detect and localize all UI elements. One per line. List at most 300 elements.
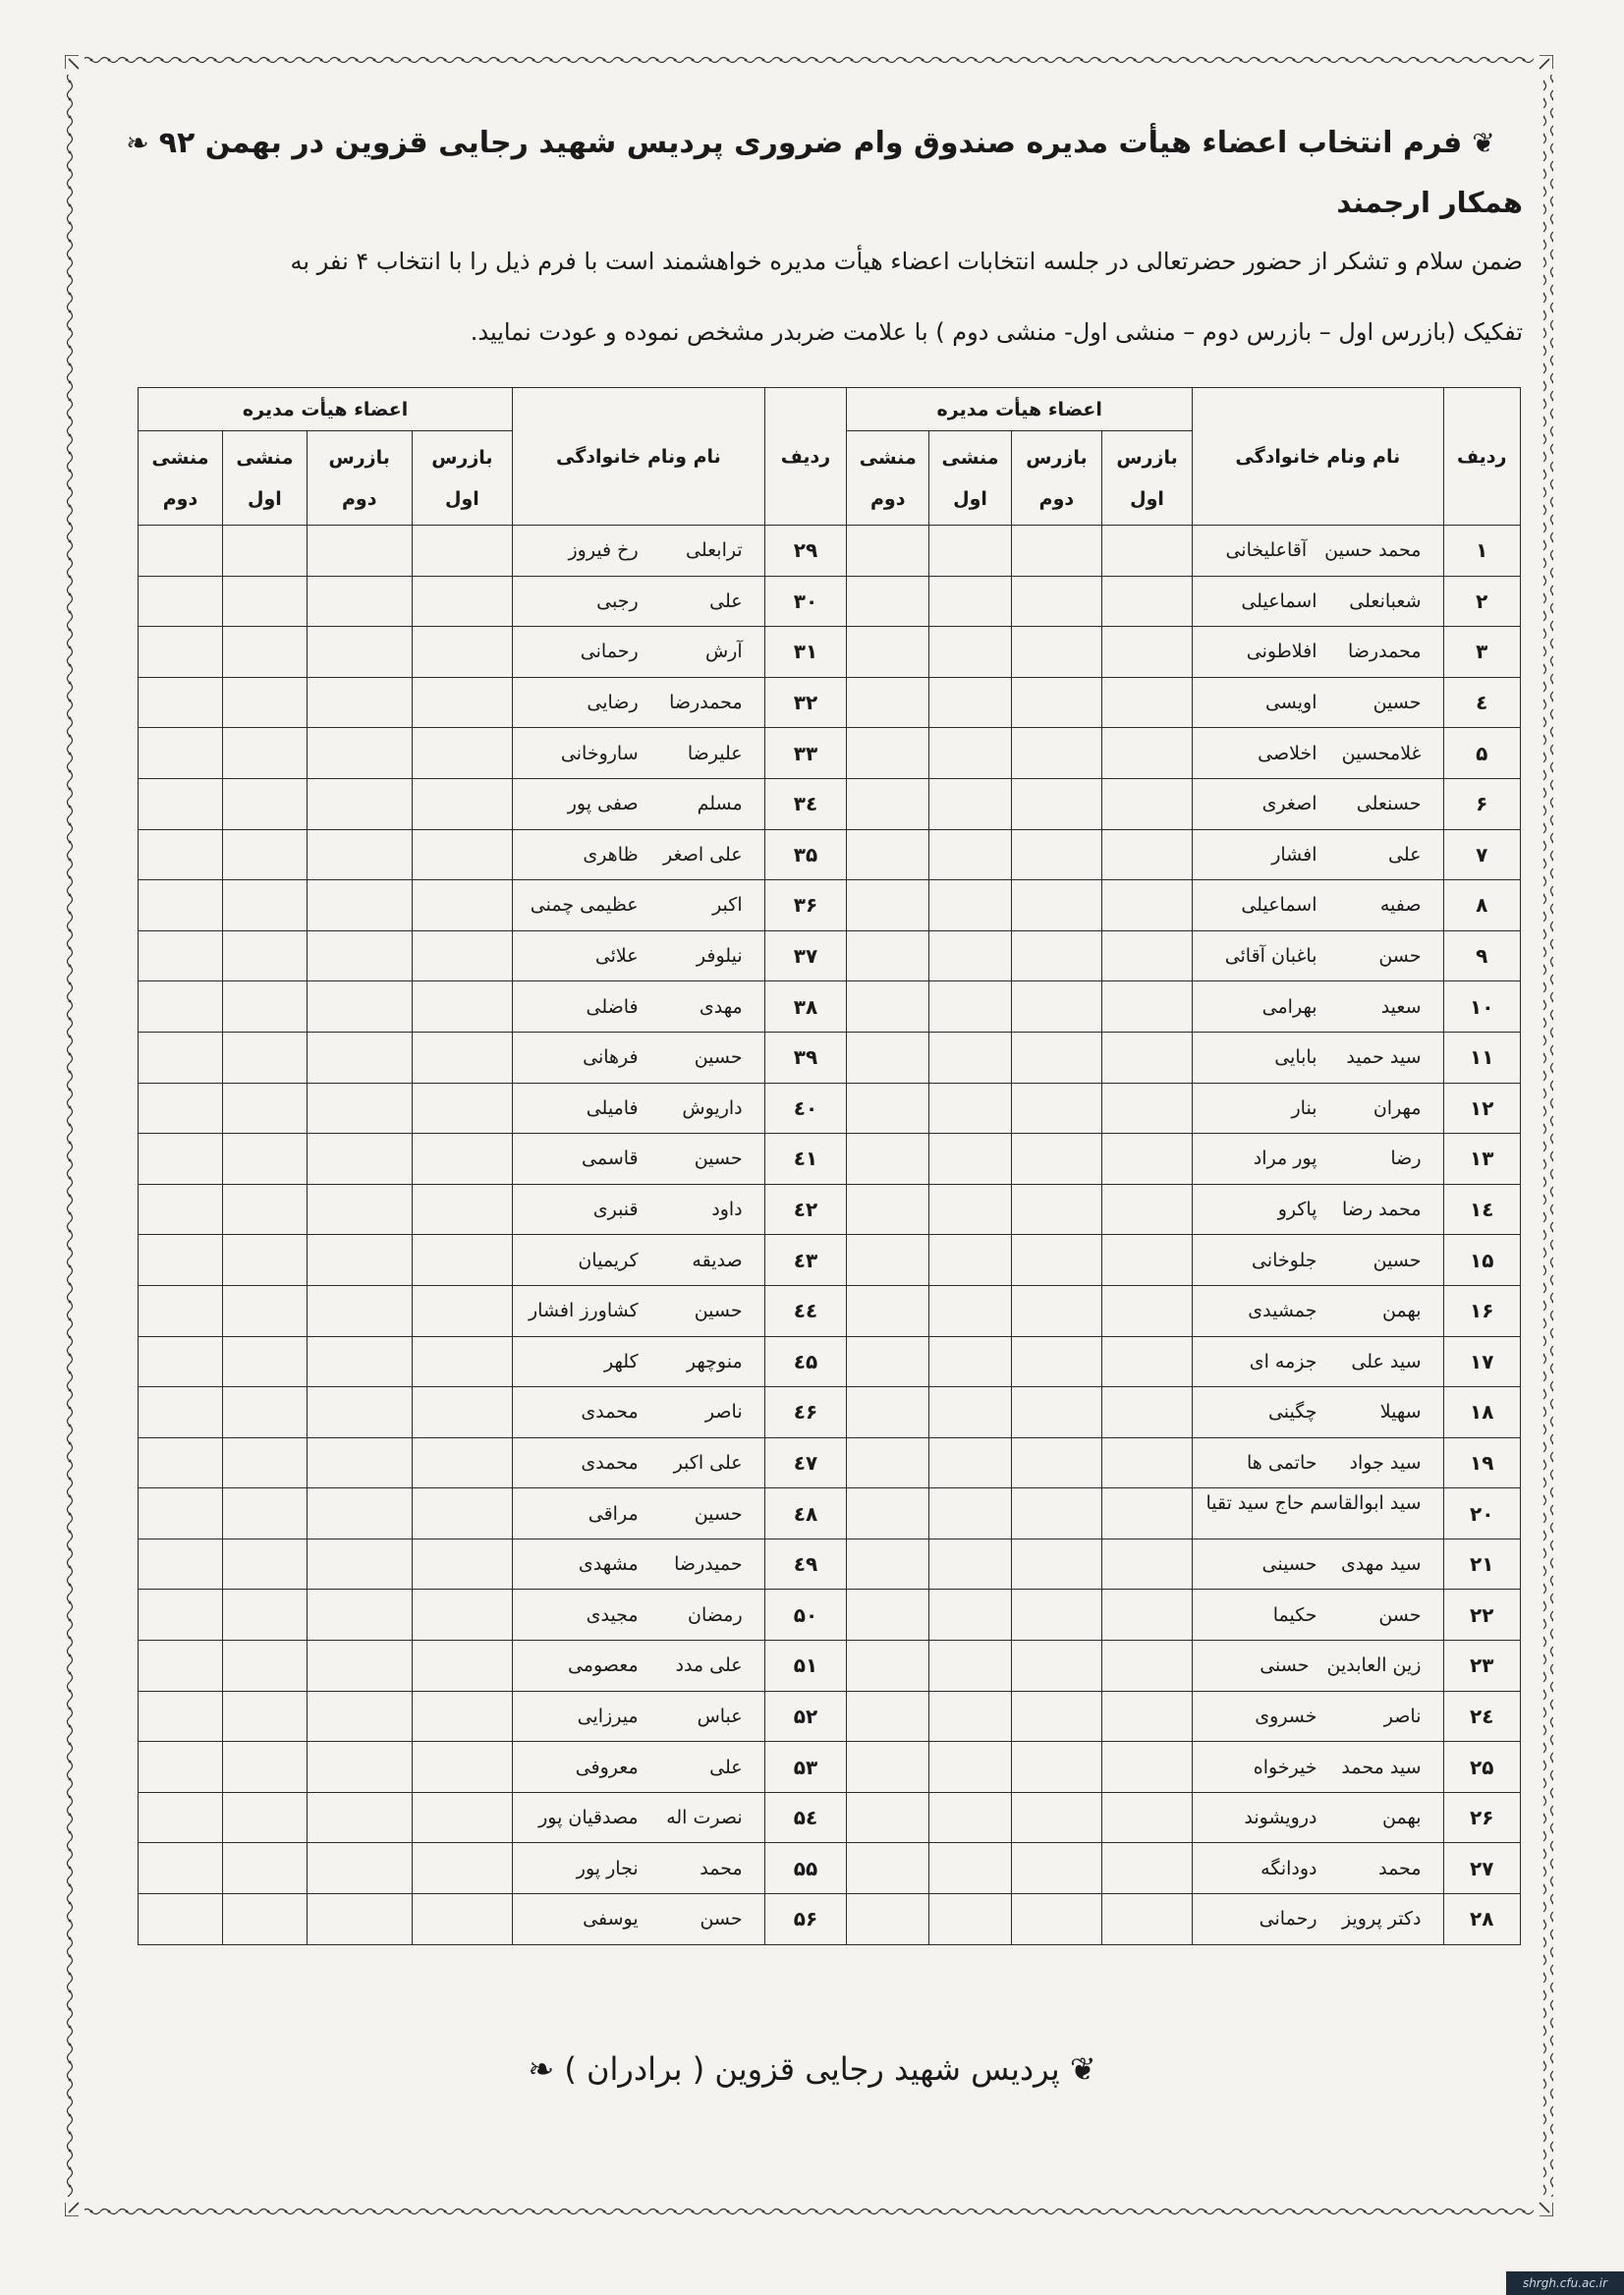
- vote-checkbox-cell[interactable]: [1011, 1134, 1101, 1185]
- vote-checkbox-cell[interactable]: [412, 1894, 513, 1945]
- vote-checkbox-cell[interactable]: [223, 1387, 308, 1438]
- table-row: [139, 1032, 1521, 1083]
- vote-checkbox-cell[interactable]: [1011, 1083, 1101, 1134]
- vote-checkbox-cell[interactable]: [929, 1590, 1012, 1641]
- vote-checkbox-cell[interactable]: [139, 728, 223, 779]
- row-number: ۳۷: [764, 930, 847, 981]
- vote-checkbox-cell[interactable]: [1101, 1590, 1192, 1641]
- vote-checkbox-cell[interactable]: [1101, 1285, 1192, 1336]
- vote-checkbox-cell[interactable]: [1101, 1235, 1192, 1286]
- member-first-name: سهیلا: [1379, 1401, 1422, 1424]
- vote-checkbox-cell[interactable]: [847, 1641, 929, 1692]
- vote-checkbox-cell[interactable]: [307, 1387, 412, 1438]
- vote-checkbox-cell[interactable]: [139, 1184, 223, 1235]
- vote-checkbox-cell[interactable]: [847, 576, 929, 627]
- table-row: [139, 1184, 1521, 1235]
- vote-checkbox-cell[interactable]: [929, 880, 1012, 931]
- vote-checkbox-cell[interactable]: [139, 1843, 223, 1894]
- header-role-line2: دوم: [341, 487, 377, 510]
- vote-checkbox-cell[interactable]: [223, 526, 308, 577]
- row-number: ۱۰: [1443, 981, 1521, 1033]
- header-role-line1: منشی: [236, 446, 294, 469]
- vote-checkbox-cell[interactable]: [307, 1285, 412, 1336]
- member-first-name: سعید: [1380, 995, 1422, 1018]
- vote-checkbox-cell[interactable]: [1011, 1843, 1101, 1894]
- vote-checkbox-cell[interactable]: [412, 1032, 513, 1083]
- vote-checkbox-cell[interactable]: [1101, 1387, 1192, 1438]
- vote-checkbox-cell[interactable]: [307, 778, 412, 829]
- vote-checkbox-cell[interactable]: [412, 1184, 513, 1235]
- vote-checkbox-cell[interactable]: [412, 1285, 513, 1336]
- vote-checkbox-cell[interactable]: [1011, 1539, 1101, 1590]
- vote-checkbox-cell[interactable]: [1101, 1691, 1192, 1742]
- member-name: [513, 1032, 764, 1083]
- vote-checkbox-cell[interactable]: [307, 1437, 412, 1488]
- member-last-name: مصدقیان پور: [538, 1807, 639, 1829]
- table-row: [139, 1894, 1521, 1945]
- member-name: [1193, 728, 1443, 779]
- vote-checkbox-cell[interactable]: [1011, 1590, 1101, 1641]
- vote-checkbox-cell[interactable]: [1101, 1894, 1192, 1945]
- vote-checkbox-cell[interactable]: [139, 627, 223, 678]
- vote-checkbox-cell[interactable]: [139, 1285, 223, 1336]
- vote-checkbox-cell[interactable]: [139, 1691, 223, 1742]
- vote-checkbox-cell[interactable]: [1011, 1184, 1101, 1235]
- vote-checkbox-cell[interactable]: [139, 1437, 223, 1488]
- vote-checkbox-cell[interactable]: [847, 1336, 929, 1387]
- vote-checkbox-cell[interactable]: [929, 1539, 1012, 1590]
- member-first-name: حسین: [694, 1300, 743, 1322]
- vote-checkbox-cell[interactable]: [307, 1032, 412, 1083]
- vote-checkbox-cell[interactable]: [847, 1742, 929, 1793]
- vote-checkbox-cell[interactable]: [1101, 981, 1192, 1033]
- vote-checkbox-cell[interactable]: [223, 1792, 308, 1843]
- vote-checkbox-cell[interactable]: [139, 1641, 223, 1692]
- vote-checkbox-cell[interactable]: [223, 1083, 308, 1134]
- member-last-name: رضایی: [587, 692, 639, 714]
- row-number: ٤: [1443, 677, 1521, 728]
- member-name: [1193, 1894, 1443, 1945]
- vote-checkbox-cell[interactable]: [1011, 1894, 1101, 1945]
- vote-checkbox-cell[interactable]: [139, 526, 223, 577]
- vote-checkbox-cell[interactable]: [1101, 930, 1192, 981]
- vote-checkbox-cell[interactable]: [412, 1641, 513, 1692]
- vote-checkbox-cell[interactable]: [412, 930, 513, 981]
- vote-checkbox-cell[interactable]: [847, 1437, 929, 1488]
- vote-checkbox-cell[interactable]: [307, 526, 412, 577]
- header-role-0-0: [1101, 431, 1192, 526]
- vote-checkbox-cell[interactable]: [412, 1792, 513, 1843]
- member-last-name: خیرخواه: [1253, 1756, 1317, 1778]
- member-first-name: نصرت اله: [666, 1807, 743, 1829]
- vote-checkbox-cell[interactable]: [847, 1285, 929, 1336]
- member-last-name: بهرامی: [1261, 995, 1317, 1018]
- row-number: ٤۱: [764, 1134, 847, 1185]
- vote-checkbox-cell[interactable]: [1101, 1641, 1192, 1692]
- member-name: [513, 1843, 764, 1894]
- vote-checkbox-cell[interactable]: [847, 930, 929, 981]
- vote-checkbox-cell[interactable]: [929, 1641, 1012, 1692]
- row-number: ٤۸: [764, 1488, 847, 1539]
- vote-checkbox-cell[interactable]: [929, 627, 1012, 678]
- vote-checkbox-cell[interactable]: [139, 1894, 223, 1945]
- vote-checkbox-cell[interactable]: [847, 778, 929, 829]
- vote-checkbox-cell[interactable]: [929, 728, 1012, 779]
- vote-checkbox-cell[interactable]: [412, 677, 513, 728]
- member-first-name: زین العابدین: [1326, 1654, 1422, 1677]
- vote-checkbox-cell[interactable]: [847, 1235, 929, 1286]
- vote-checkbox-cell[interactable]: [1101, 728, 1192, 779]
- vote-checkbox-cell[interactable]: [1101, 1184, 1192, 1235]
- row-number: ٤٤: [764, 1285, 847, 1336]
- header-role-1-1: [307, 431, 412, 526]
- member-first-name: حسین: [694, 1046, 743, 1069]
- member-name: [513, 778, 764, 829]
- vote-checkbox-cell[interactable]: [307, 1235, 412, 1286]
- vote-checkbox-cell[interactable]: [412, 1437, 513, 1488]
- vote-checkbox-cell[interactable]: [1011, 778, 1101, 829]
- vote-checkbox-cell[interactable]: [223, 1134, 308, 1185]
- vote-checkbox-cell[interactable]: [223, 930, 308, 981]
- vote-checkbox-cell[interactable]: [847, 1083, 929, 1134]
- vote-checkbox-cell[interactable]: [847, 1539, 929, 1590]
- vote-checkbox-cell[interactable]: [1011, 930, 1101, 981]
- vote-checkbox-cell[interactable]: [1101, 1083, 1192, 1134]
- member-last-name: صفی پور: [567, 793, 639, 815]
- header-role-line1: منشی: [151, 446, 209, 469]
- vote-checkbox-cell[interactable]: [847, 1792, 929, 1843]
- vote-checkbox-cell[interactable]: [223, 1742, 308, 1793]
- vote-checkbox-cell[interactable]: [307, 1083, 412, 1134]
- member-last-name: فامیلی: [586, 1096, 639, 1119]
- vote-checkbox-cell[interactable]: [139, 1590, 223, 1641]
- ornament-icon: ❦: [1472, 127, 1495, 159]
- vote-checkbox-cell[interactable]: [847, 1590, 929, 1641]
- vote-checkbox-cell[interactable]: [223, 1590, 308, 1641]
- vote-checkbox-cell[interactable]: [929, 677, 1012, 728]
- vote-checkbox-cell[interactable]: [847, 1894, 929, 1945]
- vote-checkbox-cell[interactable]: [307, 1742, 412, 1793]
- member-name: [513, 1641, 764, 1692]
- vote-checkbox-cell[interactable]: [307, 1488, 412, 1539]
- vote-checkbox-cell[interactable]: [412, 576, 513, 627]
- vote-checkbox-cell[interactable]: [1011, 829, 1101, 880]
- vote-checkbox-cell[interactable]: [223, 1539, 308, 1590]
- row-number: ۱۹: [1443, 1437, 1521, 1488]
- vote-checkbox-cell[interactable]: [307, 1691, 412, 1742]
- vote-checkbox-cell[interactable]: [1101, 1488, 1192, 1539]
- vote-checkbox-cell[interactable]: [1101, 1742, 1192, 1793]
- vote-checkbox-cell[interactable]: [929, 981, 1012, 1033]
- member-name: [513, 576, 764, 627]
- vote-checkbox-cell[interactable]: [223, 1843, 308, 1894]
- member-last-name: حاتمی ها: [1247, 1451, 1317, 1474]
- vote-checkbox-cell[interactable]: [929, 1134, 1012, 1185]
- vote-checkbox-cell[interactable]: [929, 1083, 1012, 1134]
- vote-checkbox-cell[interactable]: [412, 880, 513, 931]
- vote-checkbox-cell[interactable]: [929, 1387, 1012, 1438]
- vote-checkbox-cell[interactable]: [412, 1590, 513, 1641]
- member-first-name: محمد: [1378, 1857, 1422, 1879]
- vote-checkbox-cell[interactable]: [1011, 526, 1101, 577]
- vote-checkbox-cell[interactable]: [929, 778, 1012, 829]
- member-first-name: علی: [709, 1756, 743, 1778]
- vote-checkbox-cell[interactable]: [412, 1691, 513, 1742]
- table-row: [139, 1539, 1521, 1590]
- row-number: ۵۱: [764, 1641, 847, 1692]
- vote-checkbox-cell[interactable]: [412, 1083, 513, 1134]
- vote-checkbox-cell[interactable]: [1011, 1792, 1101, 1843]
- member-first-name: اکبر: [712, 894, 743, 917]
- vote-checkbox-cell[interactable]: [929, 1843, 1012, 1894]
- vote-checkbox-cell[interactable]: [223, 829, 308, 880]
- header-role-line1: بازرس: [1026, 446, 1088, 469]
- vote-checkbox-cell[interactable]: [223, 1184, 308, 1235]
- member-last-name: درویشوند: [1244, 1807, 1317, 1829]
- row-number: ۸: [1443, 880, 1521, 931]
- vote-checkbox-cell[interactable]: [929, 829, 1012, 880]
- vote-checkbox-cell[interactable]: [1101, 1437, 1192, 1488]
- vote-checkbox-cell[interactable]: [1011, 1235, 1101, 1286]
- vote-checkbox-cell[interactable]: [223, 1032, 308, 1083]
- member-last-name: افلاطونی: [1246, 641, 1317, 663]
- vote-checkbox-cell[interactable]: [139, 1387, 223, 1438]
- vote-checkbox-cell[interactable]: [1101, 526, 1192, 577]
- vote-checkbox-cell[interactable]: [307, 1336, 412, 1387]
- member-last-name: رحمانی: [580, 641, 639, 663]
- vote-checkbox-cell[interactable]: [847, 677, 929, 728]
- vote-checkbox-cell[interactable]: [1101, 677, 1192, 728]
- vote-checkbox-cell[interactable]: [307, 1134, 412, 1185]
- vote-checkbox-cell[interactable]: [139, 1539, 223, 1590]
- vote-checkbox-cell[interactable]: [412, 1387, 513, 1438]
- vote-checkbox-cell[interactable]: [223, 880, 308, 931]
- vote-checkbox-cell[interactable]: [847, 526, 929, 577]
- vote-checkbox-cell[interactable]: [412, 981, 513, 1033]
- vote-checkbox-cell[interactable]: [223, 1235, 308, 1286]
- vote-checkbox-cell[interactable]: [139, 1336, 223, 1387]
- vote-checkbox-cell[interactable]: [847, 981, 929, 1033]
- vote-checkbox-cell[interactable]: [847, 728, 929, 779]
- vote-checkbox-cell[interactable]: [307, 981, 412, 1033]
- member-name: [513, 1134, 764, 1185]
- vote-checkbox-cell[interactable]: [929, 1285, 1012, 1336]
- vote-checkbox-cell[interactable]: [929, 930, 1012, 981]
- vote-checkbox-cell[interactable]: [307, 1641, 412, 1692]
- vote-checkbox-cell[interactable]: [307, 1843, 412, 1894]
- vote-checkbox-cell[interactable]: [847, 1691, 929, 1742]
- vote-checkbox-cell[interactable]: [223, 1488, 308, 1539]
- vote-checkbox-cell[interactable]: [307, 1590, 412, 1641]
- vote-checkbox-cell[interactable]: [307, 829, 412, 880]
- vote-checkbox-cell[interactable]: [929, 576, 1012, 627]
- vote-checkbox-cell[interactable]: [307, 1184, 412, 1235]
- member-first-name: ناصر: [704, 1401, 743, 1424]
- vote-checkbox-cell[interactable]: [1011, 1742, 1101, 1793]
- vote-checkbox-cell[interactable]: [223, 1691, 308, 1742]
- member-last-name: جلوخانی: [1251, 1249, 1317, 1271]
- row-number: ٤۶: [764, 1387, 847, 1438]
- vote-checkbox-cell[interactable]: [1011, 576, 1101, 627]
- vote-checkbox-cell[interactable]: [929, 1691, 1012, 1742]
- member-last-name: معصومی: [567, 1654, 639, 1677]
- member-last-name: فرهانی: [583, 1046, 639, 1069]
- member-first-name: محمدرضا: [1348, 641, 1422, 663]
- vote-checkbox-cell[interactable]: [1011, 1488, 1101, 1539]
- vote-checkbox-cell[interactable]: [1011, 1336, 1101, 1387]
- vote-checkbox-cell[interactable]: [412, 1843, 513, 1894]
- member-last-name: چگینی: [1267, 1401, 1317, 1424]
- vote-checkbox-cell[interactable]: [1101, 778, 1192, 829]
- vote-checkbox-cell[interactable]: [1011, 1691, 1101, 1742]
- vote-checkbox-cell[interactable]: [1011, 981, 1101, 1033]
- member-first-name: علیرضا: [687, 742, 743, 764]
- vote-checkbox-cell[interactable]: [847, 1134, 929, 1185]
- vote-checkbox-cell[interactable]: [139, 880, 223, 931]
- vote-checkbox-cell[interactable]: [307, 880, 412, 931]
- vote-checkbox-cell[interactable]: [412, 1488, 513, 1539]
- vote-checkbox-cell[interactable]: [1011, 1387, 1101, 1438]
- vote-checkbox-cell[interactable]: [139, 1792, 223, 1843]
- vote-checkbox-cell[interactable]: [139, 981, 223, 1033]
- vote-checkbox-cell[interactable]: [1101, 1843, 1192, 1894]
- intro-line-2: تفکیک (بازرس اول – بازرس دوم – منشی اول- منشی دوم ) با علامت ضربدر مشخص نموده و عودت نمایید.: [470, 318, 1523, 346]
- vote-checkbox-cell[interactable]: [139, 1083, 223, 1134]
- vote-checkbox-cell[interactable]: [847, 627, 929, 678]
- member-last-name: قاسمی: [582, 1148, 639, 1170]
- vote-checkbox-cell[interactable]: [929, 1437, 1012, 1488]
- vote-checkbox-cell[interactable]: [1101, 576, 1192, 627]
- vote-checkbox-cell[interactable]: [412, 1336, 513, 1387]
- vote-checkbox-cell[interactable]: [1011, 1437, 1101, 1488]
- vote-checkbox-cell[interactable]: [1011, 677, 1101, 728]
- vote-checkbox-cell[interactable]: [139, 829, 223, 880]
- member-name: [513, 1285, 764, 1336]
- vote-checkbox-cell[interactable]: [307, 677, 412, 728]
- vote-checkbox-cell[interactable]: [929, 1032, 1012, 1083]
- header-role-line2: اول: [953, 487, 987, 510]
- vote-checkbox-cell[interactable]: [1101, 1032, 1192, 1083]
- header-name: نام ونام خانوادگی: [1193, 388, 1443, 526]
- member-name: [1193, 930, 1443, 981]
- member-first-name: مهدی: [699, 995, 743, 1018]
- vote-checkbox-cell[interactable]: [1011, 880, 1101, 931]
- vote-checkbox-cell[interactable]: [307, 627, 412, 678]
- vote-checkbox-cell[interactable]: [1101, 829, 1192, 880]
- vote-checkbox-cell[interactable]: [139, 1742, 223, 1793]
- member-name: [1193, 778, 1443, 829]
- member-first-name: صفیه: [1379, 894, 1422, 917]
- vote-checkbox-cell[interactable]: [223, 728, 308, 779]
- vote-checkbox-cell[interactable]: [223, 981, 308, 1033]
- vote-checkbox-cell[interactable]: [223, 627, 308, 678]
- vote-checkbox-cell[interactable]: [307, 576, 412, 627]
- footer-campus: [0, 2045, 1624, 2093]
- vote-checkbox-cell[interactable]: [412, 1539, 513, 1590]
- vote-checkbox-cell[interactable]: [847, 1488, 929, 1539]
- vote-checkbox-cell[interactable]: [223, 1437, 308, 1488]
- vote-checkbox-cell[interactable]: [139, 677, 223, 728]
- vote-checkbox-cell[interactable]: [847, 1387, 929, 1438]
- vote-checkbox-cell[interactable]: [223, 1285, 308, 1336]
- vote-checkbox-cell[interactable]: [929, 1894, 1012, 1945]
- vote-checkbox-cell[interactable]: [223, 1336, 308, 1387]
- vote-checkbox-cell[interactable]: [223, 1641, 308, 1692]
- table-row: [139, 576, 1521, 627]
- member-name: [513, 930, 764, 981]
- vote-checkbox-cell[interactable]: [412, 1235, 513, 1286]
- vote-checkbox-cell[interactable]: [1011, 1641, 1101, 1692]
- member-name: [1193, 1641, 1443, 1692]
- row-number: ۲۰: [1443, 1488, 1521, 1539]
- vote-checkbox-cell[interactable]: [412, 829, 513, 880]
- vote-checkbox-cell[interactable]: [929, 1792, 1012, 1843]
- vote-checkbox-cell[interactable]: [1101, 1134, 1192, 1185]
- row-number: ۵٤: [764, 1792, 847, 1843]
- vote-checkbox-cell[interactable]: [139, 1488, 223, 1539]
- vote-checkbox-cell[interactable]: [223, 1894, 308, 1945]
- vote-checkbox-cell[interactable]: [1011, 728, 1101, 779]
- vote-checkbox-cell[interactable]: [412, 627, 513, 678]
- member-name: [1193, 1742, 1443, 1793]
- vote-checkbox-cell[interactable]: [847, 1032, 929, 1083]
- vote-checkbox-cell[interactable]: [412, 778, 513, 829]
- vote-checkbox-cell[interactable]: [847, 880, 929, 931]
- vote-checkbox-cell[interactable]: [847, 1843, 929, 1894]
- vote-checkbox-cell[interactable]: [929, 1488, 1012, 1539]
- vote-checkbox-cell[interactable]: [223, 677, 308, 728]
- vote-checkbox-cell[interactable]: [307, 1894, 412, 1945]
- member-last-name: اویسی: [1264, 692, 1317, 714]
- vote-checkbox-cell[interactable]: [1101, 880, 1192, 931]
- vote-checkbox-cell[interactable]: [929, 1184, 1012, 1235]
- vote-checkbox-cell[interactable]: [1101, 1336, 1192, 1387]
- vote-checkbox-cell[interactable]: [139, 1134, 223, 1185]
- row-number: ۱۵: [1443, 1235, 1521, 1286]
- vote-checkbox-cell[interactable]: [929, 1336, 1012, 1387]
- row-number: ۳: [1443, 627, 1521, 678]
- vote-checkbox-cell[interactable]: [307, 728, 412, 779]
- vote-checkbox-cell[interactable]: [139, 1235, 223, 1286]
- vote-checkbox-cell[interactable]: [1101, 1539, 1192, 1590]
- vote-checkbox-cell[interactable]: [139, 576, 223, 627]
- member-last-name: ظاهری: [583, 843, 639, 866]
- vote-checkbox-cell[interactable]: [1101, 1792, 1192, 1843]
- vote-checkbox-cell[interactable]: [929, 1742, 1012, 1793]
- vote-checkbox-cell[interactable]: [929, 1235, 1012, 1286]
- vote-checkbox-cell[interactable]: [412, 1134, 513, 1185]
- vote-checkbox-cell[interactable]: [223, 576, 308, 627]
- vote-checkbox-cell[interactable]: [1011, 627, 1101, 678]
- vote-checkbox-cell[interactable]: [412, 1742, 513, 1793]
- vote-checkbox-cell[interactable]: [307, 1539, 412, 1590]
- vote-checkbox-cell[interactable]: [1011, 1285, 1101, 1336]
- vote-checkbox-cell[interactable]: [847, 1184, 929, 1235]
- vote-checkbox-cell[interactable]: [223, 778, 308, 829]
- vote-checkbox-cell[interactable]: [847, 829, 929, 880]
- vote-checkbox-cell[interactable]: [1011, 1032, 1101, 1083]
- vote-checkbox-cell[interactable]: [307, 930, 412, 981]
- vote-checkbox-cell[interactable]: [1101, 627, 1192, 678]
- vote-checkbox-cell[interactable]: [307, 1792, 412, 1843]
- member-name: [513, 981, 764, 1033]
- vote-checkbox-cell[interactable]: [929, 526, 1012, 577]
- vote-checkbox-cell[interactable]: [139, 1032, 223, 1083]
- vote-checkbox-cell[interactable]: [412, 728, 513, 779]
- vote-checkbox-cell[interactable]: [139, 778, 223, 829]
- vote-checkbox-cell[interactable]: [139, 930, 223, 981]
- vote-checkbox-cell[interactable]: [412, 526, 513, 577]
